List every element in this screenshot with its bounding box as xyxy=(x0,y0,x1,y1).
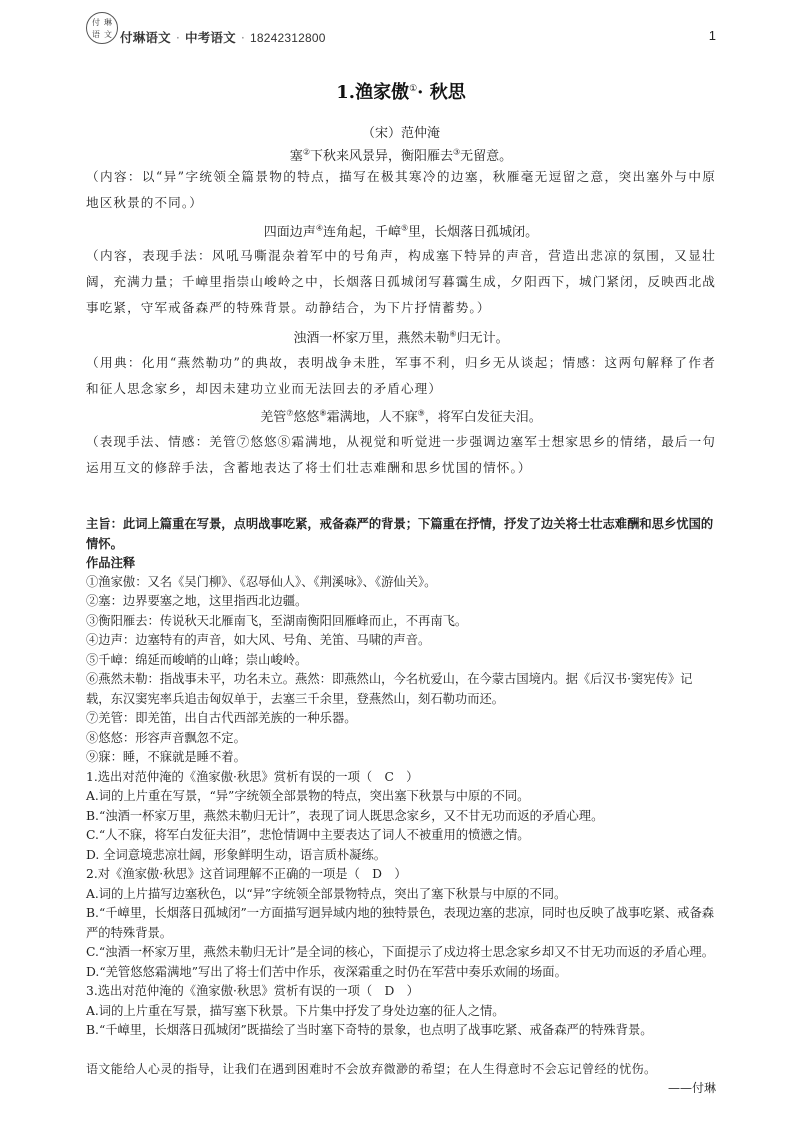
note-item: ⑦羌管：即羌笛，出自古代西部羌族的一种乐器。 xyxy=(86,711,357,725)
question-1-option-b: B.“浊酒一杯家万里，燕然未勒归无计”，表现了词人既思念家乡，又不甘无功而返的矛盾心理。 xyxy=(86,808,604,823)
question-2-stem: 2.对《渔家傲·秋思》这首词理解不正确的一项是（ D ） xyxy=(86,867,407,881)
question-1-option-c: C.“人不寐，将军白发征夫泪”，悲怆情调中主要表达了词人不被重用的愤懑之情。 xyxy=(86,828,530,842)
theme-text: 此词上篇重在写景，点明战事吃紧，戒备森严的背景；下篇重在抒情，抒发了边关将士壮志难酬和思乡忧国的情怀。 xyxy=(86,516,714,551)
question-1-stem: 1.选出对范仲淹的《渔家傲·秋思》赏析有误的一项（ C ） xyxy=(86,769,419,784)
verse-text: 连角起，千嶂 xyxy=(322,225,401,240)
note-marker: ③ xyxy=(453,147,461,157)
title-main: 1.渔家傲 xyxy=(336,82,410,103)
question-1-option-a: A.词的上片重在写景，“异”字统领全部景物的特点，突出塞下秋景与中原的不同。 xyxy=(86,789,530,803)
theme-and-notes xyxy=(86,514,716,1041)
analysis-4: （表现手法、情感：羌管⑦悠悠⑧霜满地，从视觉和听觉进一步强调边塞军士想家思乡的情绪，最后一句运用互文的修辞手法，含蓄地表达了将士们壮志难酬和思乡忧国的情怀。） xyxy=(86,434,716,475)
footer-quote: 语文能给人心灵的指导，让我们在遇到困难时不会放弃微渺的希望；在人生得意时不会忘记曾经的忧伤。 xyxy=(86,1062,657,1076)
verse-text: 悠悠 xyxy=(293,410,320,425)
notes-heading: 作品注释 xyxy=(86,555,136,570)
note-item: ③衡阳雁去：传说秋天北雁南飞，至湖南衡阳回雁峰而止，不再南飞。 xyxy=(86,613,468,628)
question-1-option-d: D. 全词意境悲凉壮阔，形象鲜明生动，语言质朴凝练。 xyxy=(86,847,387,862)
note-item: ②塞：边界要塞之地，这里指西北边疆。 xyxy=(86,594,308,608)
note-marker: ④ xyxy=(315,223,323,233)
analysis-3: （用典：化用“燕然勒功”的典故，表明战争未胜，军事不利，归乡无从谈起；情感：这两句解释了作者和征人思念家乡，却因未建功立业而无法回去的矛盾心理） xyxy=(86,355,716,396)
title-note-marker: ① xyxy=(409,84,418,94)
verse-text: ，将军白发征夫泪。 xyxy=(424,410,542,425)
verse-text: 下秋来风景异，衡阳雁去 xyxy=(309,149,453,164)
poem-title xyxy=(86,78,716,104)
analysis-1: （内容：以“异”字统领全篇景物的特点，描写在极其寒冷的边塞，秋雁毫无逗留之意，突出塞外与中原地区秋景的不同。） xyxy=(86,169,716,210)
logo-char: 文 xyxy=(104,29,112,39)
brand-name: 付琳语文 xyxy=(120,30,171,45)
note-item: ⑨寐：睡，不寐就是睡不着。 xyxy=(86,750,246,764)
header-text xyxy=(120,28,326,46)
note-item: ⑤千嶂：绵延而峻峭的山峰；崇山峻岭。 xyxy=(86,652,308,667)
note-marker: ⑦ xyxy=(286,408,294,418)
brand-logo-icon xyxy=(86,12,118,44)
verse-text: 无留意。 xyxy=(460,149,513,164)
verse-text: 羌管 xyxy=(260,410,287,425)
verse-text: 浊酒一杯家万里，燕然未勒 xyxy=(293,331,450,346)
poem-line-1 xyxy=(86,145,716,164)
note-marker: ⑥ xyxy=(449,329,457,339)
verse-text: 塞 xyxy=(289,149,303,164)
note-item: ⑥燕然未勒：指战事未平，功名未立。燕然：即燕然山，今名杭爱山，在今蒙古国境内。据《后汉书·窦宪传》记载，东汉窦宪率兵追击匈奴单于，去塞三千余里，登燕然山，刻石勒功而还。 xyxy=(86,672,693,706)
note-marker: ⑨ xyxy=(417,408,425,418)
title-subtitle: · 秋思 xyxy=(417,82,466,103)
poem-line-4 xyxy=(86,406,716,425)
question-3-option-a: A.词的上片重在写景，描写塞下秋景。下片集中抒发了身处边塞的征人之情。 xyxy=(86,1003,505,1018)
note-marker: ⑧ xyxy=(319,408,327,418)
note-item: ①渔家傲：又名《吴门柳》、《忍辱仙人》、《荆溪咏》、《游仙关》。 xyxy=(86,574,437,589)
theme-label: 主旨： xyxy=(86,516,123,531)
page-header xyxy=(86,10,716,46)
question-2-option-c: C.“浊酒一杯家万里，燕然未勒归无计”是全词的核心，下面提示了戍边将士思念家乡却又不甘无功而返的矛盾心理。 xyxy=(86,945,715,959)
verse-text: 里，长烟落日孤城闭。 xyxy=(408,225,539,240)
poem-line-3 xyxy=(86,327,716,346)
question-2-option-b: B.“千嶂里，长烟落日孤城闭”一方面描写迥异域内地的独特景色，表现边塞的悲凉，同时也反映了战事吃紧、戒备森严的特殊背景。 xyxy=(86,906,715,940)
verse-text: 归无计。 xyxy=(456,331,509,346)
question-3-option-b: B.“千嶂里，长烟落日孤城闭”既描绘了当时塞下奇特的景象，也点明了战事吃紧、戒备森严的特殊背景。 xyxy=(86,1023,653,1037)
poem-author: （宋）范仲淹 xyxy=(361,126,440,141)
note-item: ④边声：边塞特有的声音，如大风、号角、羌笛、马啸的声音。 xyxy=(86,633,431,647)
footer-signature: ——付琳 xyxy=(667,1081,716,1095)
note-marker: ② xyxy=(302,147,310,157)
question-3-stem: 3.选出对范仲淹的《渔家傲·秋思》赏析有误的一项（ D ） xyxy=(86,984,419,998)
page-number: 1 xyxy=(708,28,716,43)
logo-char: 语 xyxy=(92,29,100,39)
analysis-2: （内容，表现手法：风吼马嘶混杂着军中的号角声，构成塞下特异的声音，营造出悲凉的氛围，又显壮阔，充满力量；千嶂里指崇山峻岭之中，长烟落日孤城闭写暮霭生成，夕阳西下，城门紧闭，反映西北战事吃紧，守军戒备森严的特殊背景。动静结合，为下片抒情蓄势。） xyxy=(86,248,716,315)
verse-text: 四面边声 xyxy=(263,225,316,240)
note-marker: ⑤ xyxy=(401,223,409,233)
note-item: ⑧悠悠：形容声音飘忽不定。 xyxy=(86,730,246,745)
phone-number: 18242312800 xyxy=(250,31,326,45)
separator: · xyxy=(240,30,245,45)
question-2-option-d: D.“羌管悠悠霜满地”写出了将士们苦中作乐，夜深霜重之时仍在军营中奏乐欢闹的场面。 xyxy=(86,964,567,979)
logo-char: 付 xyxy=(92,17,100,27)
question-2-option-a: A.词的上片描写边塞秋色，以“异”字统领全部景物特点，突出了塞下秋景与中原的不同。 xyxy=(86,886,567,901)
theme-statement xyxy=(86,514,716,553)
subject-name: 中考语文 xyxy=(185,30,236,45)
poem-line-2 xyxy=(86,221,716,240)
separator: · xyxy=(175,30,180,45)
verse-text: 霜满地，人不寐 xyxy=(326,410,418,425)
logo-char: 琳 xyxy=(104,17,112,27)
